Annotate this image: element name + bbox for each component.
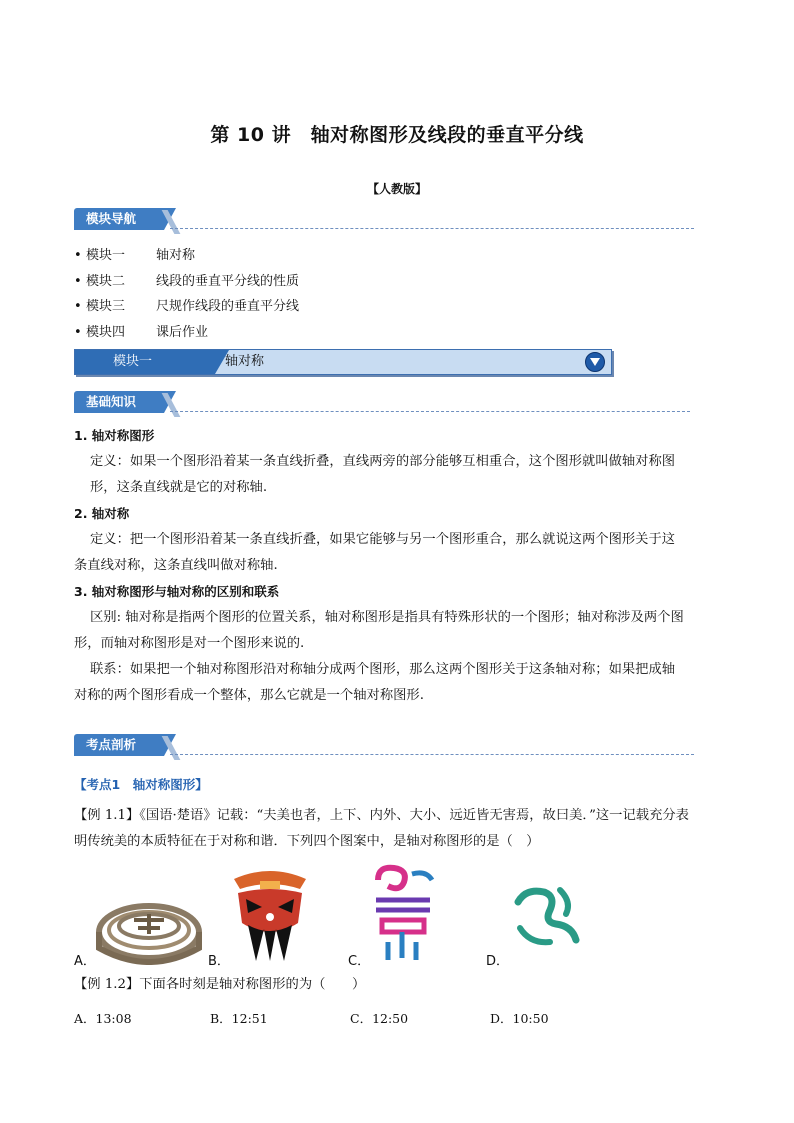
knowledge-text: 联系：如果把一个轴对称图形沿对称轴分成两个图形，那么这两个图形关于这条轴对称；如果把成轴 [90,662,676,677]
option-b[interactable]: B．12:51 [210,1011,268,1026]
knowledge-text: 定义：把一个图形沿着某一条直线折叠，如果它能够与另一个图形重合，那么就说这两个图形关于这 [90,532,676,547]
option-d[interactable]: D． [486,954,510,969]
nav-section-label: 模块导航 [74,208,164,230]
kaodian-title: 【考点1 轴对称图形】 [74,777,208,792]
example-text: 明传统美的本质特征在于对称和谐．下列四个图案中，是轴对称图形的是（ ） [74,834,540,849]
example-2-question: 【例 1.2】下面各时刻是轴对称图形的为（ ） [74,977,366,992]
round-seal-icon [94,890,204,965]
knowledge-text: 区别: 轴对称是指两个图形的位置关系，轴对称图形是指具有特殊形状的一个图形；轴对称涉及两个图 [90,610,684,625]
basic-knowledge [74,423,724,709]
knowledge-heading: 2. 轴对称 [74,506,130,521]
nav-item[interactable]: • 模块四 课后作业 [74,324,209,340]
module-banner-number: 模块一 [75,350,215,374]
nav-item[interactable]: • 模块三 尺规作线段的垂直平分线 [74,299,300,314]
option-c[interactable]: C． [348,954,371,969]
knowledge-heading: 3. 轴对称图形与轴对称的区别和联系 [74,584,280,599]
basic-section-header [74,391,690,417]
option-c[interactable]: C．12:50 [350,1011,409,1026]
nav-item[interactable]: • 模块一 轴对称 [74,248,196,263]
example-text: 【例 1.1】《国语·楚语》记载：“夫美也者，上下、内外、大小、远近皆无害焉，故曰美．”这一记载充分表 [74,808,689,823]
module-banner [74,349,612,375]
module-banner-name: 轴对称 [225,354,265,369]
exam-section-header [74,734,694,760]
basic-section-label: 基础知识 [74,391,164,413]
knowledge-text: 形，而轴对称图形是对一个图形来说的. [74,636,305,651]
knowledge-heading: 1. 轴对称图形 [74,428,155,443]
knowledge-text: 形，这条直线就是它的对称轴. [90,480,268,495]
exam-section-label: 考点剖析 [74,734,164,756]
nav-section-header [74,208,694,234]
page-title: 第 10 讲 轴对称图形及线段的垂直平分线 [210,124,584,146]
option-b[interactable]: B． [208,954,230,969]
option-a[interactable]: A．13:08 [74,1011,132,1026]
nav-list [74,243,299,345]
chevron-down-icon[interactable] [585,352,605,372]
edition-label: 【人教版】 [366,182,427,196]
option-a[interactable]: A． [74,954,96,969]
knowledge-text: 定义：如果一个图形沿着某一条直线折叠，直线两旁的部分能够互相重合，这个图形就叫做轴对称图 [90,454,676,469]
knowledge-text: 对称的两个图形看成一个整体，那么它就是一个轴对称图形. [74,688,424,703]
example-1 [74,803,734,855]
dragon-swirl-icon [510,882,586,952]
nav-item[interactable]: • 模块二 线段的垂直平分线的性质 [74,273,300,289]
example-2-options [74,1008,734,1027]
knowledge-text: 条直线对称，这条直线叫做对称轴. [74,558,278,573]
option-d[interactable]: D．10:50 [490,1011,549,1026]
opera-mask-icon [230,865,310,965]
swirl-glyph-icon [368,862,438,964]
